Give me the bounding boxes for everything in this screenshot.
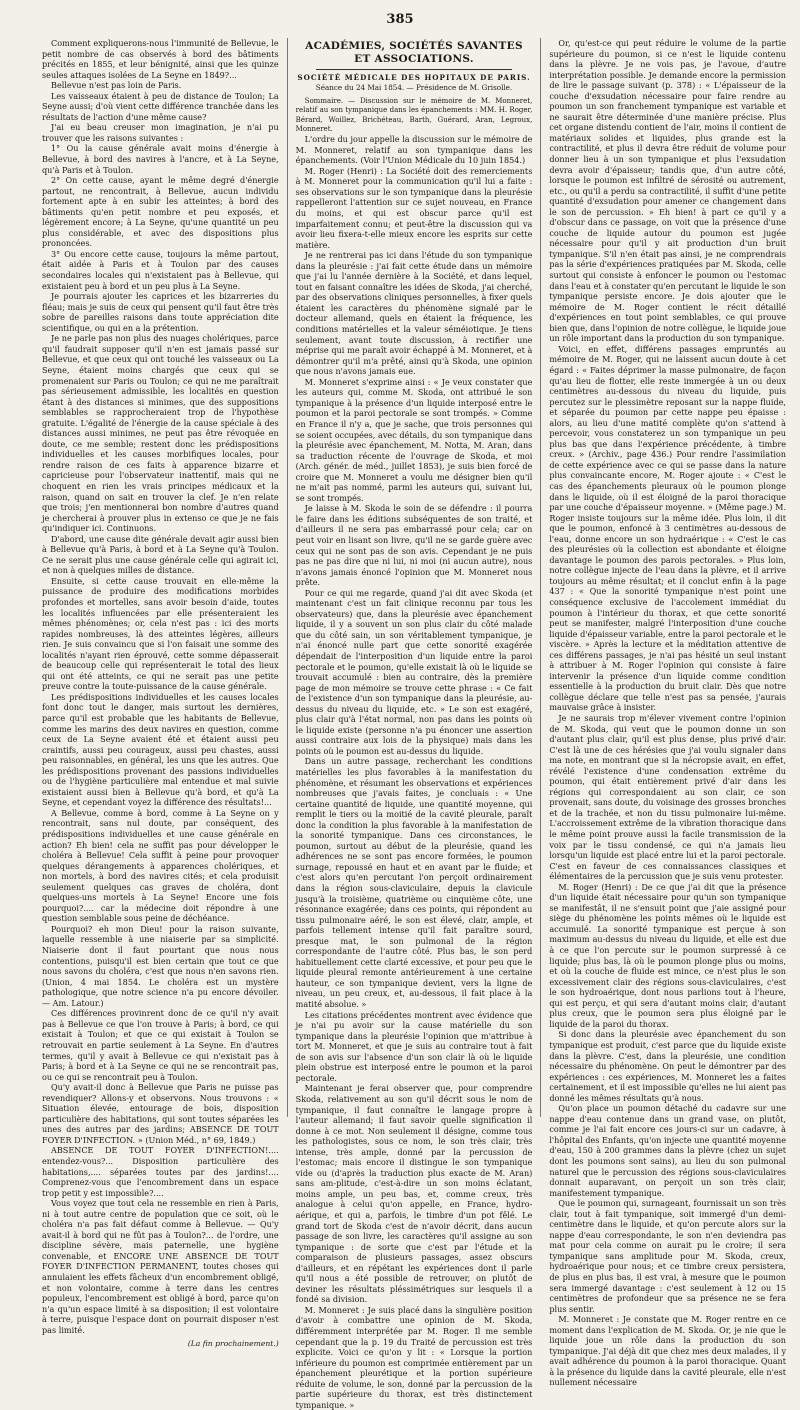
paragraph: M. Monneret : Je constate que M. Roger rentre en ce moment dans l'explication de M. Skoda. Or, je nie que le liquide joue un rôle dans la production du son tympanique. J'ai déjà dit que chez mes deux malades, il y avait adhérence du poumon à la paroi thoracique. Quant à la présence du liquide dans la cavité pleurale, elle n'est nullement nécessaire — [549, 1314, 787, 1388]
paragraph: Je pourrais ajouter les caprices et les bizarreries du fléau; mais je suis de ceux qui pensent qu'il faut être très sobre de pareilles raisons dans toute appréciation dite scientifique, ou qui en a la prétention. — [42, 291, 279, 333]
paragraph: Pour ce qui me regarde, quand j'ai dit avec Skoda (et maintenant c'est un fait clinique reconnu par tous les observateurs) que, dans la pleurésie avec épanchement liquide, il y a souvent un son plus clair du côté malade que du côté sain, un son véritablement tympanique, je n'ai énoncé nulle part que cette sonorité exagérée dépendait de l'interposition d'un liquide entre la paroi pectorale et le poumon, qu'elle existait là où le liquide se trouvait accumulé : bien au contraire, dès la première page de mon mémoire se trouve cette phrase : « Ce fait de l'existence d'un son tympanique dans la pleurésie, au-dessus du niveau du liquide, etc. » Le son est exagéré, plus clair qu'à l'état normal, non pas dans les points où le liquide existe (personne n'a pu énoncer une assertion aussi contraire aux lois de la physique) mais dans les points où le poumon est au-dessus du liquide. — [295, 587, 533, 756]
paragraph: 2° On cette cause, ayant le même degré d'énergie partout, ne rencontrait, à Bellevue, aucun individu fortement apte à en subir les atteintes; à bord des bâtiments qu'en petit nombre et peu exposés, et légèrement encore; à La Seyne, qu'une quantité un peu plus considérable, et avec des dispositions plus prononcées. — [42, 175, 279, 249]
paragraph: Je laisse à M. Skoda le soin de se défendre : il pourra le faire dans les éditions subséquentes de son traité, et d'ailleurs il ne sera pas embarrassé pour cela; car on peut voir en lisant son livre, qu'il ne se garde guère avec ceux qui ne sont pas de son avis. Cependant je ne puis pas ne pas dire que ni lui, ni moi (ni aucun autre), nous n'avons jamais énoncé l'opinion que M. Monneret nous prête. — [295, 503, 533, 588]
paragraph: Les vaisseaux étaient à peu de distance de Toulon; La Seyne aussi; d'où vient cette différence tranchée dans les résultats de l'action d'une même cause? — [42, 90, 279, 122]
paragraph: ABSENCE DE TOUT FOYER D'INFECTION!.... entendez-vous?... Disposition particulière des habitations,.... séparées toutes par des jardins!.... Comprenez-vous que l'encombrement dans un espace trop petit y est impossible?.... — [42, 1145, 279, 1198]
paragraph: Pourquoi? eh mon Dieu! pour la raison suivante, laquelle ressemble à une niaiserie par sa simplicité. Niaiserie dont il faut pourtant que nous nous contentions, puisqu'il est bien certain que tout ce que nous savons du choléra, c'est que nous n'en savons rien. (Union, 4 mai 1854. Le choléra est un mystère pathologique, que notre science n'a pu encore dévoiler. — Am. Latour.) — [42, 923, 279, 1008]
paragraph: Vous voyez que tout cela ne ressemble en rien à Paris, ni à tout autre centre de population que ce soit, où le choléra n'a pas fait défaut comme à Bellevue. — Qu'y avait-il à bord qui ne fût pas à Toulon?... de l'ordre, une discipline sévère, mais paternelle, une hygiène convenable, et ENCORE UNE ABSENCE DE TOUT FOYER D'INFECTION PERMANENT, toutes choses qui annulaient les effets fâcheux d'un encombrement obligé, et non volontaire, comme à terre dans les centres populeux, l'encombrement est obligé à bord, parce qu'on n'a qu'un espace limité à sa disposition; il est volontaire à terre, puisque l'espace dont on pourrait disposer n'est pas limité. — [42, 1198, 279, 1335]
paragraph: Dans un autre passage, recherchant les conditions matérielles les plus favorables à la manifestation du phénomène, et résumant les observations et expériences nombreuses que j'avais faites, je concluais : « Une certaine quantité de liquide, une quantité moyenne, qui remplit le tiers ou la moitié de la cavité pleurale, paraît donc la condition la plus favorable à la manifestation de la sonorité tympanique. Dans ces circonstances, le poumon, surtout au début de la pleurésie, quand les adhérences ne se sont pas encore formées, le poumon surnage, repoussé en haut et en avant par le fluide; et c'est alors qu'en percutant l'on perçoit ordinairement dans la région sous-claviculaire, depuis la clavicule jusqu'à la troisième, quatrième ou cinquième côte, une résonnance exagérée; dans ces points, qui répondent au tissu pulmonaire aéré, le son est élevé, clair, ample, et parfois tellement intense qu'il fait paraître sourd, presque mat, le son pulmonal de la région correspondante de l'autre côté. Plus bas, le son perd habituellement cette clarté excessive, et pour peu que le liquide pleural remonte antérieurement à une certaine hauteur, ce son tympanique devient, vers la ligne de niveau, un peu creux, et, au-dessous, il fait place à la matité absolue. » — [295, 756, 533, 1010]
paragraph: Je ne rentrerai pas ici dans l'étude du son tympanique dans la pleurésie : j'ai fait cette étude dans un mémoire que j'ai lu l'année dernière à la Société, et dans lequel, tout en faisant connaître les idées de Skoda, j'ai cherché, par des observations cliniques personnelles, à fixer quels étaient les caractères du phénomène signalé par le docteur allemand, quels en étaient la fréquence, les conditions matérielles et la valeur séméiotique. Je tiens seulement, avant toute discussion, à rectifier une méprise qui me paraît avoir échappé à M. Monneret, et à démontrer qu'il m'a prêté, ainsi qu'à Skoda, une opinion que nous n'avons jamais eue. — [295, 250, 533, 377]
paragraph: J'ai eu beau creuser mon imagination, je n'ai pu trouver que les raisons suivantes : — [42, 122, 279, 143]
paragraph: A Bellevue, comme à bord, comme à La Seyne on y rencontrait, sans nul doute, par conséquent, des prédispositions individuelles et une cause générale en action? Eh bien! cela ne suffit pas pour développer le choléra à Bellevue! Cela suffit à peine pour provoquer quelques dérangements à apparences cholériques, et non mortels, à bord des navires cités; et cela produisit seulement quelques cas graves de choléra, dont quelques-uns mortels à La Seyne! Encore une fois pourquoi?.... car la médecine doit répondre à une question semblable sous peine de déchéance. — [42, 807, 279, 924]
paragraph: Les prédispositions individuelles et les causes locales font donc tout le danger, mais surtout les dernières, parce qu'il est probable que les habitants de Bellevue, comme les marins des deux navires en question, comme ceux de La Seyne avaient été et étaient aussi peu craintifs, aussi peu courageux, aussi peu chastes, aussi peu raisonnables, en général, les uns que les autres. Que les prédispositions provenant des passions individuelles ou de l'hygiène particulière mal entendue et mal suivie existaient aussi bien à Bellevue qu'à bord, et qu'à La Seyne, et cependant voyez la différence des résultats!... — [42, 691, 279, 808]
section-heading: ACADÉMIES, SOCIÉTÉS SAVANTES ET ASSOCIATIONS. — [305, 40, 523, 65]
middle-column — [287, 38, 542, 1410]
session-line: Séance du 24 Mai 1854. — Présidence de M. Grisolle. — [315, 83, 513, 92]
paragraph: 3° Ou encore cette cause, toujours la même partout, était aidée à Paris et à Toulon par des causes secondaires locales qui n'existaient pas à Bellevue, qui existaient peu à bord et un peu plus à La Seyne. — [42, 248, 279, 291]
continuation-note: (La fin prochainement.) — [187, 1339, 279, 1349]
right-column — [549, 38, 787, 1388]
society-name: SOCIÉTÉ MÉDICALE DES HOPITAUX DE PARIS. — [297, 73, 531, 82]
paragraph: M. Monneret : Je suis placé dans la singulière position d'avoir à combattre une opinion de M. Skoda, différemment interprétée par M. Roger. Il me semble cependant que la p. 19 du Traité de percussion est très explicite. Voici ce qu'on y lit : « Lorsque la portion inférieure du poumon est comprimée entièrement par un épanchement pleurétique et la portion supérieure réduite de volume, le son, donné par la percussion de la partie supérieure du thorax, est très distinctement tympanique. » — [295, 1304, 533, 1410]
left-column — [42, 38, 279, 1349]
paragraph: Comment expliquerons-nous l'immunité de Bellevue, le petit nombre de cas observés à bord des bâtiments précités en 1855, et leur bénignité, ainsi que les quinze seules attaques isolées de La Seyne en 1849?... — [42, 38, 279, 80]
middle-column-body — [296, 134, 533, 1410]
paragraph: Les citations précédentes montrent avec évidence que je n'ai pu avoir sur la cause matérielle du son tympanique dans la pleurésie l'opinion que m'attribue à tort M. Monneret, et que je suis au contraire tout à fait de son avis sur l'absence d'un son clair là où le liquide plein obstrue est interposé entre le poumon et la paroi pectorale. — [295, 1009, 533, 1083]
paragraph: Qu'y avait-il donc à Bellevue que Paris ne puisse pas revendiquer? Allons-y et observons. Nous trouvons : « Situation élevée, entourage de bois, disposition particulière des habitations, qui sont toutes séparées les unes des autres par des jardins; ABSENCE DE TOUT FOYER D'INFECTION. » (Union Méd., n° 69, 1849.) — [42, 1082, 279, 1145]
paragraph: Maintenant je ferai observer que, pour comprendre Skoda, relativement au son qu'il décrit sous le nom de tympanique, il faut connaître le langage propre à l'auteur allemand; il faut savoir quelle signification il donne à ce mot. Non seulement il désigne, comme tous les pathologistes, sous ce nom, le son très clair, très intense, très ample, donné par la percussion de l'estomac; mais encore il distingue le son tympanique vide ou (d'après la traduction plus exacte de M. Aran) sans am-plitude, c'est-à-dire un son moins éclatant, moins ample, un peu bas, et, comme creux, très analogue à celui qu'on appelle, en France, hydro-aérique, et qui a, parfois, le timbre d'un pot fêlé. Le grand tort de Skoda c'est de n'avoir décrit, dans aucun passage de son livre, les caractères qu'il assigne au son tympanique : de sorte que c'est par l'étude et la comparaison de plusieurs passages, assez obscurs d'ailleurs, et en répétant les expériences dont il parle qu'il nous a été possible de retrouver, on plutôt de deviner les résultats pléssimétriques sur lesquels il a fondé sa division. — [295, 1083, 533, 1305]
paragraph: M. Roger (Henri) : La Société doit des remerciements à M. Monneret pour la communication qu'il lui a faite : ses observations sur le son tympanique dans la pleurésie rappelleront l'attention sur ce sujet nouveau, en France du moins, et qui est obscur parce qu'il est imparfaitement connu; et peut-être la discussion qui va avoir lieu fixera-t-elle mieux encore les esprits sur cette matière. — [295, 165, 533, 250]
session-summary: Sommaire. — Discussion sur le mémoire de M. Monneret, relatif au son tympanique dans les épanchements : MM. H. Roger, Bérard, Woillez, Brichéteau, Barth, Guérard, Aran, Legroux, Monneret. — [295, 97, 533, 133]
paragraph: Voici, en effet, différens passages empruntés au mémoire de M. Roger, qui ne laissent aucun doute à cet égard : « Faites déprimer la masse pulmonaire, de façon qu'au lieu de flotter, elle reste immergée à un ou deux centimètres au-dessous du niveau du liquide, puis percutez sur le plessimètre reposant sur la nappe fluide, et séparée du poumon par cette nappe peu épaisse : alors, au lieu d'une matité complète qu'on s'attend à percevoir, vous constaterez un son tympanique un peu plus bas que dans l'expérience précédente, à timbre creux. » (Archiv., page 436.) Pour rendre l'assimilation de cette expérience avec ce qui se passe dans la nature plus convaincante encore, M. Roger ajoute : « C'est le cas des épanchements pleuraux où le poumon plonge dans le liquide, où il est éloigné de la paroi thoracique par une couche d'épaisseur moyenne. » (Même page.) M. Roger insiste toujours sur la même idée. Plus loin, il dit que le poumon, enfoncé à 3 centimètres au-dessous de l'eau, donne encore un son hydraérique : « C'est le cas des pleurésies où la collection est abondante et éloigne davantage le poumon des parois pectorales. » Plus loin, notre collègue injecte de l'eau dans la plèvre, et il arrive toujours au même résultat; et il conclut enfin à la page 437 : « Que la sonorité tympanique n'est point une conséquence exclusive de l'accolement immédiat du poumon à l'intérieur du thorax, et que cette sonorité peut se manifester, malgré l'interposition d'une couche liquide d'épaisseur variable, entre la paroi pectorale et le viscère. » Après la lecture et la méditation attentive de ces différens passages, je n'ai pas hésité un seul instant à attribuer à M. Roger l'opinion qui consiste à faire intervenir la présence d'un liquide comme condition essentielle à la production du bruit clair. Dès que notre collègue déclare que telle n'est pas sa pensée, j'aurais mauvaise grâce à insister. — [549, 343, 787, 713]
paragraph: Or, qu'est-ce qui peut réduire le volume de la partie supérieure du poumon, si ce n'est le liquide contenu dans la plèvre. Je ne vois pas, je l'avoue, d'autre interprétation possible. Je demande encore la permission de lire le passage suivant (p. 378) : « L'épaisseur de la couche d'exsudation nécessaire pour faire rendre au poumon un son franchement tympanique est variable et ne saurait être déterminée d'une manière précise. Plus cet organe distendu contient de l'air, moins il contient de matériaux solides et liquides, plus grande est la contractilité, et plus il devra être réduit de volume pour donner lieu à un son tympanique et plus l'exsudation devra avoir d'épaisseur; tandis que, d'un autre côté, lorsque le poumon est infiltré de sérosité ou autrement, etc., ou qu'il a perdu sa contractilité, il suffit d'une petite quantité d'exsudation pour amener ce changement dans le son de percussion. » Eh bien! à part ce qu'il y a d'obscur dans ce passage, on voit que la présence d'une couche de liquide autour du poumon est jugée nécessaire pour qu'il y ait production d'un bruit tympanique. S'il n'en était pas ainsi, je ne comprendrais pas la série d'expériences pratiquées par M. Skoda, celle surtout qui consiste à enfoncer le poumon ou l'estomac dans l'eau et à constater qu'en percutant le liquide le son tympanique persiste encore. Je dois ajouter que le mémoire de M. Roger contient le récit détaillé d'expériences en tout point semblables, ce qui prouve bien que, dans l'opinion de notre collègue, le liquide joue un rôle important dans la production du son tympanique. — [549, 38, 787, 344]
paragraph: 1° Ou la cause générale avait moins d'énergie à Bellevue, à bord des navires à l'ancre, et à La Seyne, qu'à Paris et à Toulon. — [42, 143, 279, 175]
paragraph: Je ne saurais trop m'élever vivement contre l'opinion de M. Skoda, qui veut que le poumon donne un son d'autant plus clair, qu'il est plus dense, plus privé d'air. C'est là une de ces hérésies que j'ai voulu signaler dans ma note, en montrant que si la nécropsie avait, en effet, révélé l'existence d'une condensation extrême du poumon, qui était entièrement privé d'air dans les régions qui correspondaient au son clair, ce son provenait, sans doute, du voisinage des grosses bronches et de la trachée, et non du tissu pulmonaire lui-même. L'accroissement extrême de la vibration thoracique dans le même point prouve aussi la facile transmission de la voix par le tissu condensé, ce qui n'a jamais lieu lorsqu'un liquide est placé entre lui et la paroi pectorale. C'est en faveur de ces connaissances classiques et élémentaires de la percussion que je suis venu protester. — [549, 713, 787, 882]
page-number: 385 — [386, 12, 414, 27]
paragraph: Je ne parle pas non plus des nuages cholériques, parce qu'il faudrait supposer qu'il n'en est jamais passé sur Bellevue, et que ceux qui ont touché les vaisseaux ou La Seyne, étaient moins chargés que ceux qui se promenaient sur Paris ou Toulon; ce qui ne me paraîtrait pas sérieusement admissible, les localités en question étant à des distances si minimes, que des suppositions semblables se rapprocheraient trop de l'hypothèse gratuite. L'égalité de l'énergie de la cause spéciale à des distances aussi minimes, ne peut pas être révoquée en doute, ce me semble; restent donc les prédispositions individuelles et les causes morbifiques locales, pour rendre raison de ces faits à apparence bizarre et capricieuse pour l'observateur inattentif, mais qui ne choquent en rien les vrais principes médicaux et la raison, quand on sait en trouver la clef. Je n'en relate que trois; j'en mentionnerai bon nombre d'autres quand je chercherai à prouver plus in extenso ce que je ne fais qu'indiquer ici. Continuons. — [42, 333, 279, 534]
paragraph: Ensuite, si cette cause trouvait en elle-même la puissance de produire des modifications morbides profondes et mortelles, sans avoir besoin d'aide, toutes les localités influencées par elle présenteraient les mêmes phénomènes; or, cela n'est pas : ici des morts rapides nombreuses, là des atteintes légères, ailleurs rien. Je suis convaincu que si l'on faisait une somme des localités n'ayant rien éprouvé, cette somme dépasserait de beaucoup celle qui représenterait le total des lieux qui ont été atteints, ce qui ne serait pas une petite preuve contre la toute-puissance de la cause générale. — [42, 575, 279, 692]
paragraph: M. Monneret s'exprime ainsi : « Je veux constater que les auteurs qui, comme M. Skoda, ont attribué le son tympanique à la présence d'un liquide interposé entre le poumon et la paroi pectorale se sont trompés. » Comme en France il n'y a, que je sache, que trois personnes qui se soient occupées, avec détails, du son tympanique dans la pleurésie avec épanchement, M. Notta, M. Aran, dans sa traduction récente de l'ouvrage de Skoda, et moi (Arch. génér. de méd., juillet 1853), je suis bien forcé de croire que M. Monneret a voulu me désigner bien qu'il ne m'ait pas nommé, parmi les auteurs qui, suivant lui, se sont trompés. — [295, 376, 533, 503]
paragraph: Bellevue n'est pas loin de Paris. — [51, 80, 182, 91]
paragraph: L'ordre du jour appelle la discussion sur le mémoire de M. Monneret, relatif au son tympanique dans les épanchements. (Voir l'Union Médicale du 10 juin 1854.) — [295, 134, 533, 166]
heading-divider — [316, 69, 513, 70]
paragraph: D'abord, une cause dite générale devait agir aussi bien à Bellevue qu'à Paris, à bord et à La Seyne qu'à Toulon. Ce ne serait plus une cause générale celle qui agirait ici, et non à quelques milles de distance. — [42, 533, 279, 576]
paragraph: Ces différences provinrent donc de ce qu'il n'y avait pas à Bellevue ce que l'on trouve à Paris; à bord, ce qui existait à Toulon; et que ce qui existait à Toulon se retrouvait en partie seulement à La Seyne. En d'autres termes, qu'il y avait à Bellevue ce qui n'existait pas à Paris; à bord et à La Seyne ce qui ne se rencontrait pas, ou ce qui se rencontrait peu à Toulon. — [42, 1008, 279, 1082]
paragraph: Qu'on place un poumon détaché du cadavre sur une nappe d'eau contenue dans un grand vase, on plutôt, comme je l'ai fait encore ces jours-ci sur un cadavre, à l'hôpital des Enfants, qu'on injecte une quantité moyenne d'eau, 150 à 200 grammes dans la plèvre (chez un sujet dont les poumons sont sains), au lieu du son pulmonal naturel que le percussion des régions sous-claviculaires donnait auparavant, on perçoit un son très clair, manifestement tympanique. — [549, 1103, 787, 1198]
paragraph: Si donc dans la pleurésie avec épanchement du son tympanique est produit, c'est parce que du liquide existe dans la plèvre. C'est, dans la pleurésie, une condition nécessaire du phénomène. On peut le démontrer par des expériences : ces expériences, M. Monneret les a faites certainement, et il est impossible qu'elles ne lui aient pas donné les mêmes résultats qu'à nous. — [549, 1029, 787, 1103]
paragraph: Que le poumon qui, surnageant, fournissait un son très clair, tout à fait tympanique, soit immergé d'un demi-centimètre dans le liquide, et qu'on percute alors sur la nappe d'eau correspondante, le son n'en deviendra pas mat pour cela comme on aurait pu le croire; il sera tympanique sans amplitude pour M. Skoda, creux, hydroaérique pour nous; et ce timbre creux persistera, de plus en plus bas, il est vrai, à mesure que le poumon sera immergé davantage : c'est seulement à 12 ou 15 centimètres de profondeur que sa présence ne se fera plus sentir. — [549, 1198, 787, 1314]
text-columns — [42, 38, 787, 1410]
paragraph: M. Roger (Henri) : De ce que j'ai dit que la présence d'un liquide était nécessaire pour qu'un son tympanique se manifestât, il ne s'ensuit point que j'aie assigné pour siège du phénomène les points mêmes où le liquide est accumulé. La sonorité tympanique est perçue à son maximum au-dessus du niveau du liquide, et elle est due à ce que l'on percute sur le poumon surpressé à ce liquide; plus bas, là où le poumon plonge plus ou moins, et où la couche de fluide est mince, ce n'est plus le son excessivement clair des régions sous-claviculaires, c'est le son hydroaérique, dont nous parlions tout à l'heure, qui est perçu, et qui sera d'autant moins clair, d'autant plus creux, que le poumon sera plus éloigné par le liquide de la paroi du thorax. — [549, 881, 787, 1029]
